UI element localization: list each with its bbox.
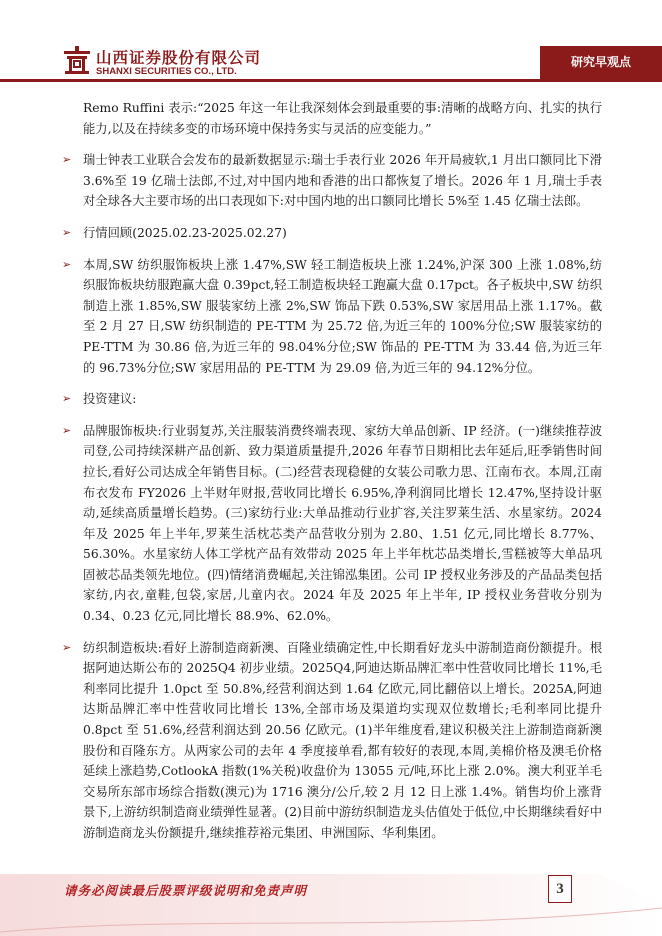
company-name-en: SHANXI SECURITIES CO., LTD. bbox=[96, 66, 237, 77]
bullet-paragraph bbox=[62, 255, 602, 379]
arrow-bullet-icon: ➢ bbox=[62, 257, 72, 271]
paragraph-text: 本周,SW 纺织服饰板块上涨 1.47%,SW 轻工制造板块上涨 1.24%,沪深 300 上涨 1.08%,纺织服饰板块纺服跑赢大盘 0.39pct,轻工制造板块轻工跑赢大盘 0.17pct。各子板块中,SW 纺织制造上涨 1.85%,SW 服装家纺上涨 2%,SW 饰品下跌 0.53%,SW 家居用品上涨 1.17%。截至 2 月 27 日,SW 纺织制造的 PE-TTM 为 25.72 倍,为近三年的 100%分位;SW 服装家纺的 PE-TTM 为 30.86 倍,为近三年的 98.04%分位;SW 饰品的 PE-TTM 为 33.44 倍,为近三年的 96.73%分位;SW 家居用品的 PE-TTM 为 29.09 倍,为近三年的 94.12%分位。 bbox=[83, 257, 602, 375]
arrow-bullet-icon: ➢ bbox=[62, 640, 72, 654]
section-label: 研究早观点 bbox=[540, 46, 662, 79]
paragraph-text: Remo Ruffini 表示:“2025 年这一年让我深刻体会到最重要的事:清晰的战略方向、扎实的执行能力,以及在持续多变的市场环境中保持务实与灵活的应变能力。” bbox=[83, 101, 602, 136]
company-logo-icon bbox=[63, 45, 91, 77]
bullet-paragraph bbox=[62, 421, 602, 627]
arrow-bullet-icon: ➢ bbox=[62, 153, 72, 167]
paragraph-text: 品牌服饰板块:行业弱复苏,关注服装消费终端表现、家纺大单品创新、IP 经济。(一)继续推荐波司登,公司持续深耕产品创新、致力渠道质量提升,2026 年春节日期相比去年延后,旺季销售时间拉长,看好公司达成全年销售目标。(二)经营表现稳健的女装公司歌力思、江南布衣。本周,江南布衣发布 FY2026 上半财年财报,营收同比增长 6.95%,净利润同比增长 12.47%,坚持设计驱动,延续高质量增长趋势。(三)家纺行业:大单品推动行业扩容,关注罗莱生活、水星家纺。2024 年及 2025 年上半年,罗莱生活枕芯类产品营收分别为 2.80、1.51 亿元,同比增长 8.77%、56.30%。水星家纺人体工学枕产品有效带动 2025 年上半年枕芯品类增长,雪糕被等大单品巩固被芯品类领先地位。(四)情绪消费崛起,关注锦泓集团。公司 IP 授权业务涉及的产品品类包括家纺,内衣,童鞋,包袋,家居,儿童内衣。2024 年及 2025 年上半年, IP 授权业务营收分别为 0.34、0.23 亿元,同比增长 88.9%、62.0%。 bbox=[83, 423, 602, 624]
arrow-bullet-icon: ➢ bbox=[62, 225, 72, 239]
bullet-paragraph bbox=[62, 150, 602, 212]
bullet-paragraph bbox=[62, 223, 602, 244]
arrow-bullet-icon: ➢ bbox=[62, 423, 72, 437]
page-number: 3 bbox=[548, 875, 572, 903]
bullet-paragraph bbox=[62, 389, 602, 410]
paragraph-text: 纺织制造板块:看好上游制造商新澳、百隆业绩确定性,中长期看好龙头中游制造商份额提升。根据阿迪达斯公布的 2025Q4 初步业绩。2025Q4,阿迪达斯品牌汇率中性营收同比增长 11%,毛利率同比提升 1.0pct 至 50.8%,经营利润达到 1.64 亿欧元,同比翻倍以上增长。2025A,阿迪达斯品牌汇率中性营收同比增长 13%,全部市场及渠道均实现双位数增长;毛利率同比提升 0.8pct 至 51.6%,经营利润达到 20.56 亿欧元。(1)半年维度看,建议积极关注上游制造商新澳股份和百隆东方。从两家公司的去年 4 季度接单看,都有较好的表现,本周,美棉价格及澳毛价格延续上涨趋势,CotlookA 指数(1%关税)收盘价为 13055 元/吨,环比上涨 2.0%。澳大利亚羊毛交易所东部市场综合指数(澳元)为 1716 澳分/公斤,较 2 月 12 日上涨 1.4%。销售均价上涨背景下,上游纺织制造商业绩弹性显著。(2)目前中游纺织制造龙头估值处于低位,中长期继续看好中游制造商龙头份额提升,继续推荐裕元集团、申洲国际、华利集团。 bbox=[83, 640, 602, 840]
disclaimer-text: 请务必阅读最后股票评级说明和免责声明 bbox=[64, 883, 308, 898]
section-heading: 行情回顾(2025.02.23-2025.02.27) bbox=[83, 225, 287, 240]
paragraph-text: 瑞士钟表工业联合会发布的最新数据显示:瑞士手表行业 2026 年开局疲软,1 月出口额同比下滑 3.6%至 19 亿瑞士法郎,不过,对中国内地和香港的出口都恢复了增长。2026 年 1 月,瑞士手表对全球各大主要市场的出口表现如下:对中国内地的出口额同比增长 5%至 1.45 亿瑞士法郎。 bbox=[83, 153, 602, 209]
header-divider bbox=[0, 79, 662, 82]
report-body bbox=[62, 98, 602, 855]
section-heading: 投资建议: bbox=[83, 392, 137, 407]
paragraph bbox=[62, 98, 602, 139]
bullet-paragraph bbox=[62, 638, 602, 844]
company-name-cn: 山西证券股份有限公司 bbox=[96, 49, 262, 67]
arrow-bullet-icon: ➢ bbox=[62, 392, 72, 406]
